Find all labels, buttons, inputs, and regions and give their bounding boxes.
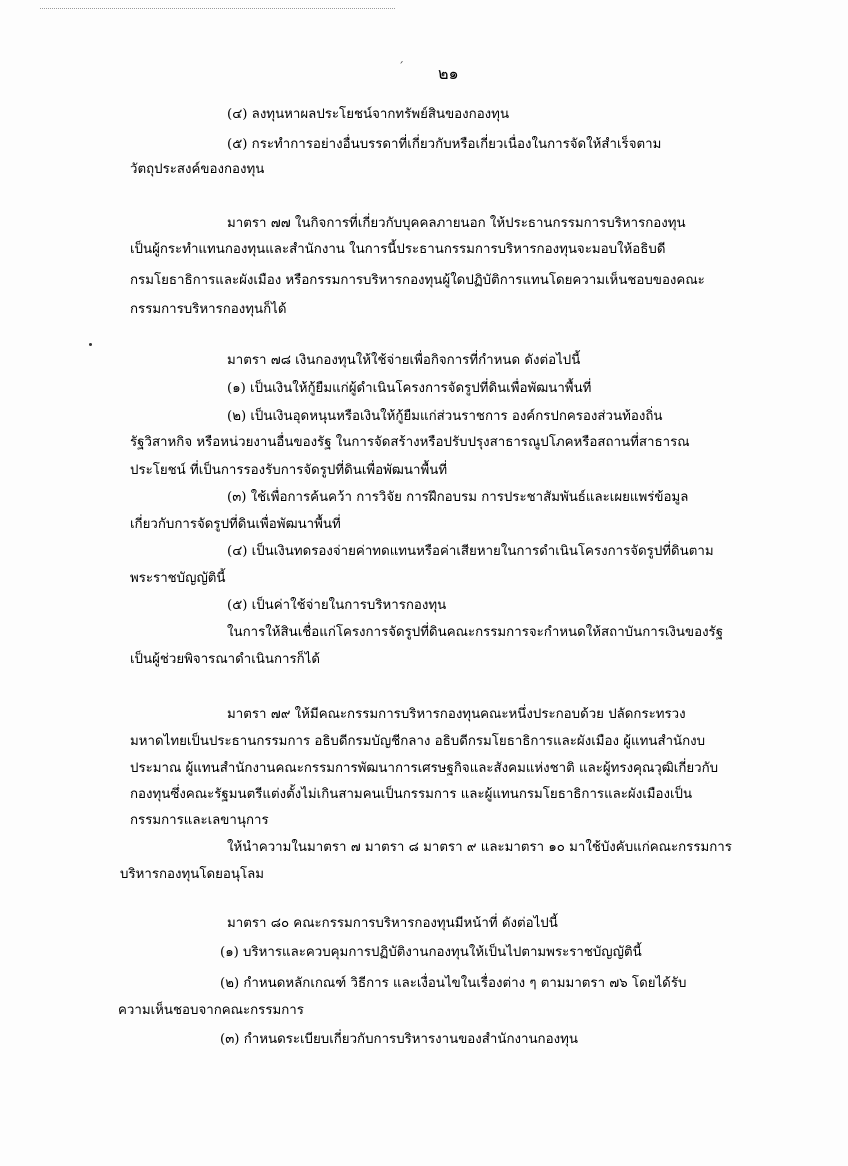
text-line: กรรมการและเลขานุการ [130, 813, 269, 828]
text-line: บริหารกองทุนโดยอนุโลม [120, 867, 265, 882]
text-line: (๓) ใช้เพื่อการค้นคว้า การวิจัย การฝึกอบรม การประชาสัมพันธ์และเผยแพร่ข้อมูล [227, 490, 689, 505]
text-line: ประมาณ ผู้แทนสำนักงานคณะกรรมการพัฒนาการเศรษฐกิจและสังคมแห่งชาติ และผู้ทรงคุณวุฒิเกี่ยวกับ [130, 761, 719, 776]
text-line: (๒) เป็นเงินอุดหนุนหรือเงินให้กู้ยืมแก่ส่วนราชการ องค์กรปกครองส่วนท้องถิ่น [227, 409, 663, 424]
text-line: กองทุนซึ่งคณะรัฐมนตรีแต่งตั้งไม่เกินสามคนเป็นกรรมการ และผู้แทนกรมโยธาธิการและผังเมืองเป็น [130, 787, 693, 802]
text-line: ประโยชน์ ที่เป็นการรองรับการจัดรูปที่ดินเพื่อพัฒนาพื้นที่ [130, 463, 448, 478]
text-line: ความเห็นชอบจากคณะกรรมการ [118, 1003, 304, 1018]
text-line: กรมโยธาธิการและผังเมือง หรือกรรมการบริหารกองทุนผู้ใดปฏิบัติการแทนโดยความเห็นชอบของคณะ [130, 273, 705, 288]
text-line: มหาดไทยเป็นประธานกรรมการ อธิบดีกรมบัญชีกลาง อธิบดีกรมโยธาธิการและผังเมือง ผู้แทนสำนักงบ [130, 734, 706, 749]
text-line: เป็นผู้ช่วยพิจารณาดำเนินการก็ได้ [130, 652, 320, 667]
page-mark: ´ [398, 60, 404, 74]
page-number: ๒๑ [438, 64, 459, 83]
text-line: (๑) บริหารและควบคุมการปฏิบัติงานกองทุนให้เป็นไปตามพระราชบัญญัตินี้ [220, 945, 642, 960]
text-line: เป็นผู้กระทำแทนกองทุนและสำนักงาน ในการนี้ประธานกรรมการบริหารกองทุนจะมอบให้อธิบดี [130, 242, 666, 257]
text-line: เกี่ยวกับการจัดรูปที่ดินเพื่อพัฒนาพื้นที่ [130, 517, 341, 532]
section-77-heading: มาตรา ๗๗ ในกิจการที่เกี่ยวกับบุคคลภายนอก ให้ประธานกรรมการบริหารกองทุน [227, 216, 686, 231]
text-line: ในการให้สินเชื่อแก่โครงการจัดรูปที่ดินคณะกรรมการจะกำหนดให้สถาบันการเงินของรัฐ [227, 625, 724, 640]
text-line: (๕) เป็นค่าใช้จ่ายในการบริหารกองทุน [227, 598, 447, 613]
text-line: (๒) กำหนดหลักเกณฑ์ วิธีการ และเงื่อนไขในเรื่องต่าง ๆ ตามมาตรา ๗๖ โดยได้รับ [220, 976, 687, 991]
text-line: (๔) เป็นเงินทดรองจ่ายค่าทดแทนหรือค่าเสียหายในการดำเนินโครงการจัดรูปที่ดินตาม [227, 544, 714, 559]
text-line: (๑) เป็นเงินให้กู้ยืมแก่ผู้ดำเนินโครงการจัดรูปที่ดินเพื่อพัฒนาพื้นที่ [227, 381, 592, 396]
section-78-heading: มาตรา ๗๘ เงินกองทุนให้ใช้จ่ายเพื่อกิจการที่กำหนด ดังต่อไปนี้ [227, 353, 581, 368]
text-line: พระราชบัญญัตินี้ [130, 571, 226, 586]
text-line: ให้นำความในมาตรา ๗ มาตรา ๘ มาตรา ๙ และมาตรา ๑๐ มาใช้บังคับแก่คณะกรรมการ [227, 840, 732, 855]
text-line: (๓) กำหนดระเบียบเกี่ยวกับการบริหารงานของสำนักงานกองทุน [220, 1032, 578, 1047]
section-80-heading: มาตรา ๘๐ คณะกรรมการบริหารกองทุนมีหน้าที่ ดังต่อไปนี้ [227, 916, 558, 931]
section-79-heading: มาตรา ๗๙ ให้มีคณะกรรมการบริหารกองทุนคณะหนึ่งประกอบด้วย ปลัดกระทรวง [227, 707, 686, 722]
text-line: กรรมการบริหารกองทุนก็ได้ [130, 302, 287, 317]
text-line: วัตถุประสงค์ของกองทุน [130, 162, 265, 177]
scan-top-edge [40, 8, 395, 9]
text-line: (๕) กระทำการอย่างอื่นบรรดาที่เกี่ยวกับหรือเกี่ยวเนื่องในการจัดให้สำเร็จตาม [227, 137, 662, 152]
scan-speck [89, 343, 92, 346]
text-line: รัฐวิสาหกิจ หรือหน่วยงานอื่นของรัฐ ในการจัดสร้างหรือปรับปรุงสาธารณูปโภคหรือสถานที่สาธารณ [130, 435, 690, 450]
text-line: (๔) ลงทุนหาผลประโยชน์จากทรัพย์สินของกองทุน [227, 107, 510, 122]
